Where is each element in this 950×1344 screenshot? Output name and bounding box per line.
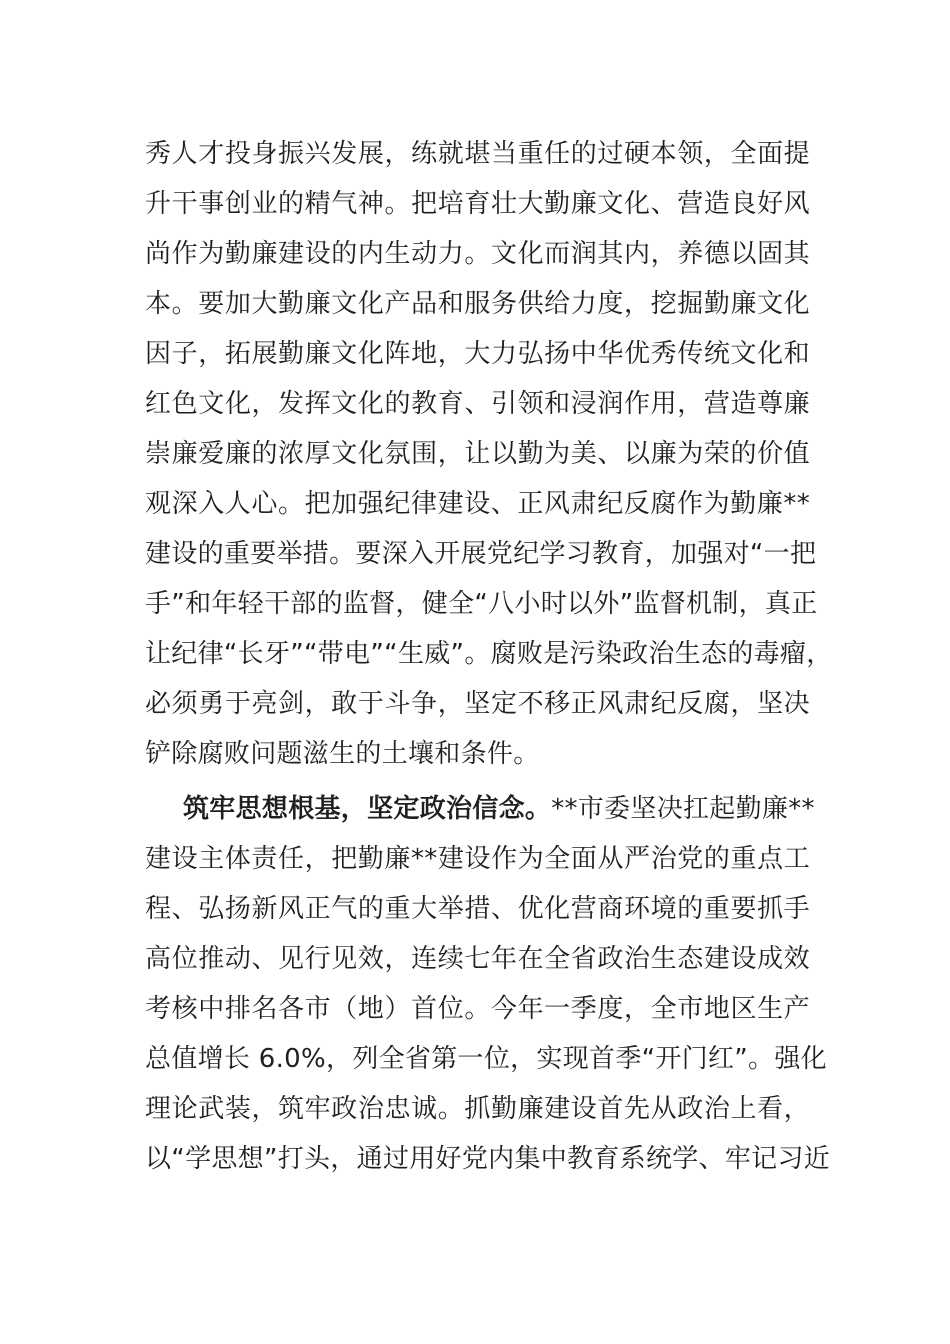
paragraph-1-line-5: 因子，拓展勤廉文化阵地，大力弘扬中华优秀传统文化和	[145, 339, 810, 369]
paragraph-1-line-6: 红色文化，发挥文化的教育、引领和浸润作用，营造尊廉	[145, 389, 810, 419]
paragraph-2-line-6: 总值增长 6.0%，列全省第一位，实现首季“开门红”。强化	[145, 1044, 827, 1074]
paragraph-2-line-8: 以“学思想”打头，通过用好党内集中教育系统学、牢记习近	[145, 1144, 831, 1174]
paragraph-1-line-4: 本。要加大勤廉文化产品和服务供给力度，挖掘勤廉文化	[145, 289, 810, 319]
paragraph-1-line-13: 铲除腐败问题滋生的土壤和条件。	[145, 739, 540, 769]
paragraph-1-line-12: 必须勇于亮剑，敢于斗争，坚定不移正风肃纪反腐，坚决	[145, 689, 810, 719]
paragraph-2-line-5: 考核中排名各市（地）首位。今年一季度，全市地区生产	[145, 994, 810, 1024]
paragraph-1	[145, 129, 833, 779]
paragraph-1-line-10: 手”和年轻干部的监督，健全“八小时以外”监督机制，真正	[145, 589, 818, 619]
paragraph-1-line-8: 观深入人心。把加强纪律建设、正风肃纪反腐作为勤廉**	[145, 489, 810, 519]
paragraph-2-line-1	[145, 784, 815, 834]
paragraph-2-line-7: 理论武装，筑牢政治忠诚。抓勤廉建设首先从政治上看，	[145, 1094, 810, 1124]
paragraph-2-line-3: 程、弘扬新风正气的重大举措、优化营商环境的重要抓手	[145, 894, 810, 924]
paragraph-1-line-7: 崇廉爱廉的浓厚文化氛围，让以勤为美、以廉为荣的价值	[145, 439, 810, 469]
paragraph-2-line-2: 建设主体责任，把勤廉**建设作为全面从严治党的重点工	[145, 844, 810, 874]
paragraph-1-line-3: 尚作为勤廉建设的内生动力。文化而润其内，养德以固其	[145, 239, 810, 269]
paragraph-1-line-1: 秀人才投身振兴发展，练就堪当重任的过硬本领，全面提	[145, 139, 810, 169]
paragraph-2-line-4: 高位推动、见行见效，连续七年在全省政治生态建设成效	[145, 944, 810, 974]
paragraph-1-line-9: 建设的重要举措。要深入开展党纪学习教育，加强对“一把	[145, 539, 817, 569]
paragraph-2	[145, 784, 831, 1184]
paragraph-2-first-line-rest: **市委坚决扛起勤廉**	[551, 794, 815, 824]
paragraph-1-line-11: 让纪律“长牙”“带电”“生威”。腐败是污染政治生态的毒瘤，	[145, 639, 833, 669]
paragraph-2-lead-heading: 筑牢思想根基，坚定政治信念。	[183, 794, 552, 824]
paragraph-1-line-2: 升干事创业的精气神。把培育壮大勤廉文化、营造良好风	[145, 189, 810, 219]
